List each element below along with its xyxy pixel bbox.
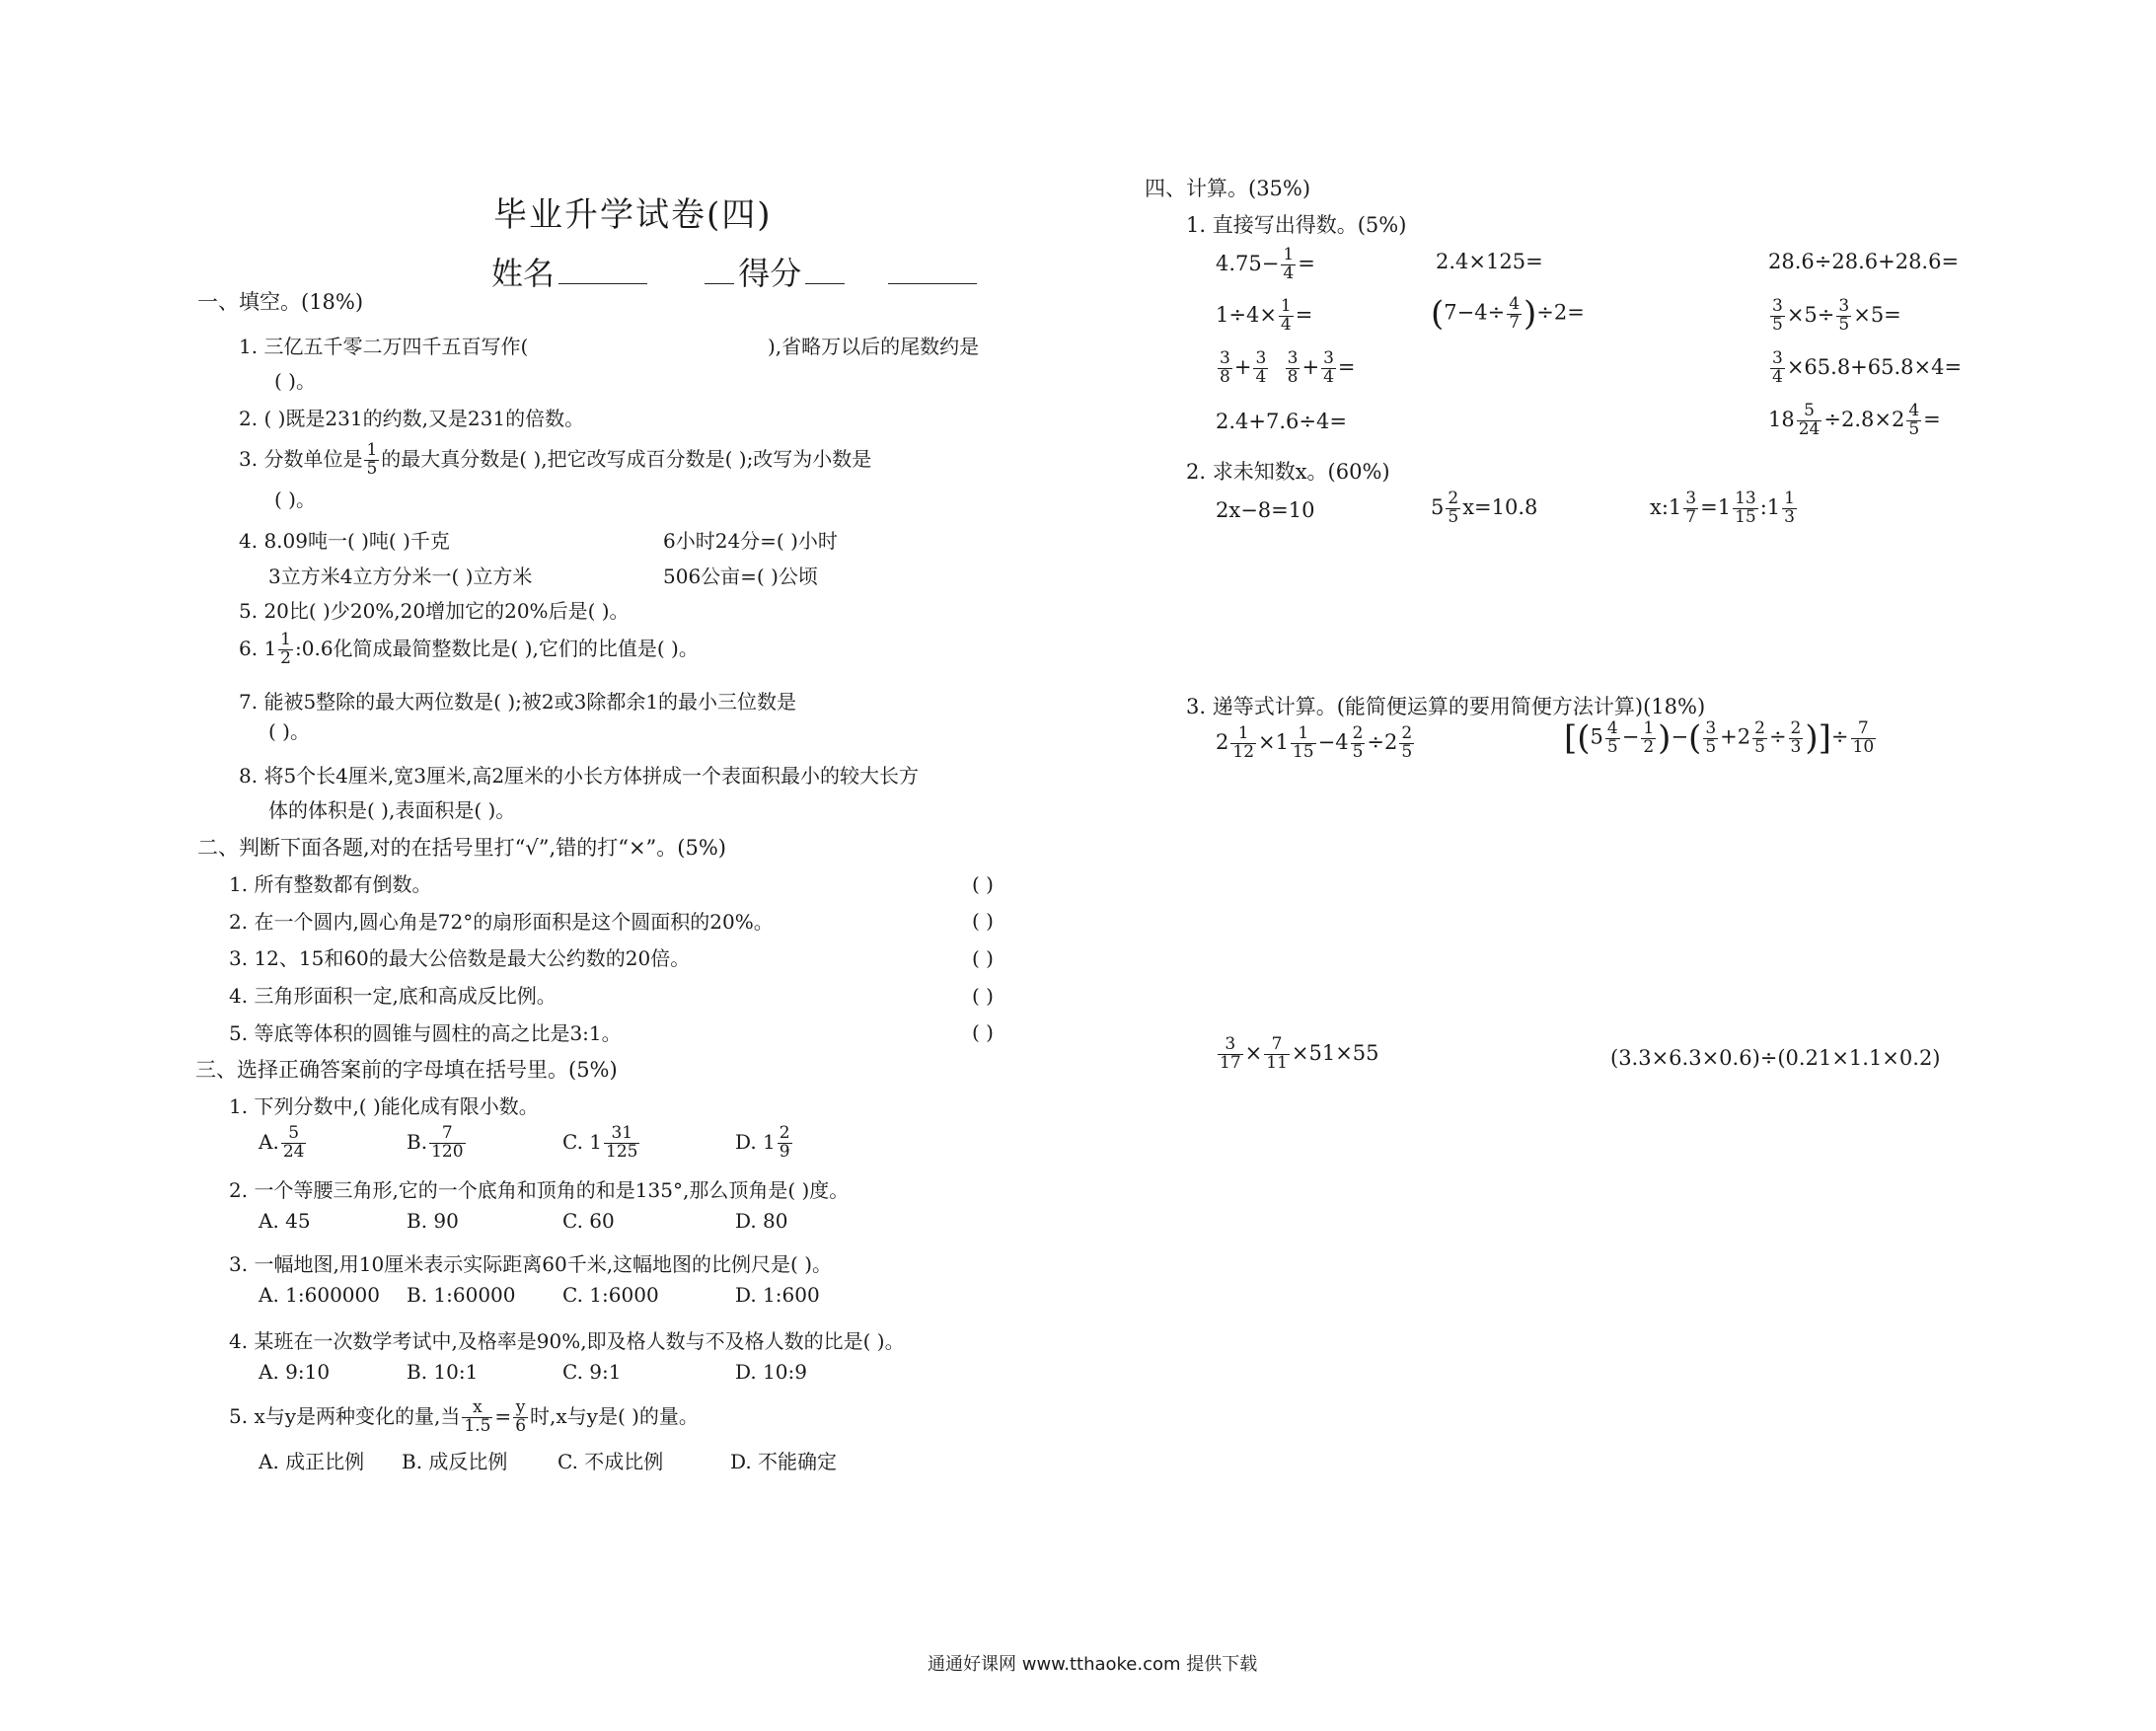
q3-line1 [239, 442, 871, 479]
step-calc-4: (3.3×6.3×0.6)÷(0.21×1.1×0.2) [1610, 1046, 1941, 1070]
section-4-heading: 四、计算。(35%) [1145, 177, 1311, 200]
expr-part: + [1233, 354, 1252, 379]
expr-part: ×65.8+65.8×4= [1786, 354, 1963, 379]
expr-fraction [1218, 350, 1232, 387]
expr-fraction [1286, 350, 1301, 387]
step-calc-2 [1564, 718, 1878, 758]
expr-part: 1÷4× [1216, 302, 1277, 327]
frac-num: 2 [1401, 723, 1413, 743]
frac-den: 6 [515, 1415, 527, 1436]
choice-4-option-b[interactable]: B. 10:1 [407, 1360, 479, 1384]
frac-den: 15 [1735, 506, 1756, 527]
expr-part: −4 [1317, 729, 1349, 754]
expr-part: x=10.8 [1462, 494, 1538, 519]
choice-1-option-c[interactable] [562, 1125, 641, 1162]
score-blank[interactable] [805, 283, 845, 284]
expr-fraction [1703, 717, 1718, 757]
calc-expr-7 [1216, 350, 1356, 387]
frac-den: 11 [1266, 1052, 1288, 1073]
expr-part: ×5÷ [1786, 302, 1835, 327]
name-label: 姓名 [491, 255, 556, 292]
q7-line2: ( )。 [268, 719, 310, 743]
frac-num: 2 [1790, 717, 1802, 738]
section-2-heading: 二、判断下面各题,对的在括号里打“√”,错的打“×”。(5%) [197, 836, 726, 860]
score-blank-2[interactable] [888, 283, 977, 284]
calc-2-heading: 2. 求未知数x。(60%) [1186, 460, 1390, 484]
left-bracket-icon: [ [1564, 718, 1578, 758]
q4-d: 506公亩=( )公顷 [663, 564, 818, 588]
expr-fraction [1782, 490, 1797, 527]
expr-fraction [1906, 403, 1921, 439]
judge-item-2: 2. 在一个圆内,圆心角是72°的扇形面积是这个圆面积的20%。 [229, 910, 774, 934]
expr-part: ×1 [1258, 729, 1289, 754]
frac-den: 8 [1220, 366, 1230, 387]
q8-line2: 体的体积是( ),表面积是( )。 [268, 798, 516, 822]
frac-num: 5 [281, 1125, 307, 1144]
choice-2-option-b[interactable]: B. 90 [407, 1209, 459, 1233]
frac-num: 3 [1838, 296, 1850, 316]
expr-part: x:1 [1650, 494, 1682, 519]
expr-part: × [1244, 1040, 1263, 1065]
frac-num: 4 [1606, 717, 1618, 738]
expr-fraction [1399, 725, 1414, 762]
expr-part: − [1621, 724, 1640, 749]
choice-3-option-a[interactable]: A. 1:600000 [259, 1283, 380, 1307]
frac-den: 24 [282, 1141, 305, 1162]
expr-fraction [1507, 293, 1522, 333]
frac-den: 12 [1232, 741, 1255, 762]
q4-b: 6小时24分=( )小时 [663, 529, 838, 553]
frac-den: 5 [1772, 314, 1783, 335]
frac-num: 3 [1287, 348, 1299, 368]
frac-den: 5 [1352, 741, 1364, 762]
frac-num: 1 [1784, 489, 1795, 508]
expr-part: 2 [1216, 729, 1229, 754]
frac-den: 17 [1220, 1052, 1241, 1073]
expr-part: 5 [1431, 494, 1445, 519]
calc-expr-6 [1768, 298, 1901, 335]
section-1-heading: 一、填空。(18%) [197, 290, 364, 314]
choice-4: 4. 某班在一次数学考试中,及格率是90%,即及格人数与不及格人数的比是( )。 [229, 1329, 905, 1353]
option-fraction [778, 1125, 792, 1162]
frac-num: 3 [1323, 348, 1334, 368]
calc-1-heading: 1. 直接写出得数。(5%) [1186, 213, 1407, 237]
expr-part: ÷ [1830, 724, 1849, 749]
choice-5-fraction-y [513, 1399, 528, 1436]
right-paren-icon: ) [1658, 718, 1672, 758]
frac-num: 3 [1255, 348, 1267, 368]
equation-2 [1431, 490, 1537, 527]
choice-5-text-a: 5. x与y是两种变化的量,当 [229, 1403, 461, 1428]
expr-part: :1 [1759, 494, 1781, 519]
frac-num: 1 [1283, 245, 1295, 264]
frac-den: 5 [366, 458, 378, 479]
frac-num: 13 [1735, 489, 1756, 508]
choice-5-text-b: 时,x与y是( )的量。 [530, 1403, 699, 1428]
judge-answer-4[interactable]: ( ) [972, 984, 994, 1008]
frac-den: 10 [1852, 736, 1875, 757]
frac-num: 1 [1280, 296, 1292, 316]
frac-den: 24 [1798, 418, 1821, 439]
expr-part: ÷2.8×2 [1823, 407, 1905, 431]
choice-5-equals: = [494, 1403, 512, 1428]
left-paren-icon: ( [1688, 718, 1702, 758]
choice-5-option-c[interactable]: C. 不成比例 [558, 1450, 664, 1473]
q2: 2. ( )既是231的约数,又是231的倍数。 [239, 407, 585, 430]
expr-fraction [1752, 717, 1767, 757]
frac-den: 8 [1287, 366, 1299, 387]
frac-num: 1 [1230, 725, 1256, 744]
expr-part: ÷2= [1536, 300, 1585, 325]
expr-part: ×51×55 [1291, 1040, 1379, 1065]
q6-fraction [278, 632, 293, 668]
q6-text-b: :0.6化简成最简整数比是( ),它们的比值是( )。 [295, 636, 699, 660]
frac-den: 4 [1255, 366, 1267, 387]
q4-a: 4. 8.09吨一( )吨( )千克 [239, 529, 450, 553]
judge-answer-2[interactable]: ( ) [972, 909, 994, 933]
section-3-heading: 三、选择正确答案前的字母填在括号里。(5%) [195, 1058, 618, 1082]
calc-expr-1 [1216, 247, 1315, 283]
frac-num: 1 [280, 630, 291, 649]
calc-expr-5 [1431, 294, 1585, 334]
judge-answer-5[interactable]: ( ) [972, 1020, 994, 1044]
frac-num: 4 [1908, 401, 1920, 420]
choice-5-fraction-x [462, 1399, 492, 1436]
option-fraction [281, 1125, 307, 1162]
frac-num: 2 [1352, 723, 1364, 743]
equation-3 [1650, 490, 1799, 527]
frac-num: 3 [1772, 296, 1783, 316]
judge-item-4: 4. 三角形面积一定,底和高成反比例。 [229, 984, 557, 1008]
left-paren-icon: ( [1431, 294, 1445, 334]
frac-num: 7 [1264, 1036, 1290, 1055]
option-letter: D. 1 [735, 1129, 776, 1154]
option-letter: A. [259, 1129, 279, 1154]
frac-den: 7 [1509, 312, 1521, 333]
frac-den: 3 [1790, 736, 1802, 757]
expr-part: − [1671, 724, 1689, 749]
frac-den: 5 [1705, 736, 1717, 757]
calc-expr-8 [1768, 350, 1962, 387]
expr-fraction [1683, 490, 1698, 527]
right-paren-icon: ) [1805, 718, 1819, 758]
choice-1-option-b[interactable] [407, 1125, 468, 1162]
expr-part: ÷ [1768, 724, 1787, 749]
judge-item-5: 5. 等底等体积的圆锥与圆柱的高之比是3:1。 [229, 1021, 622, 1045]
right-bracket-icon: ] [1818, 718, 1831, 758]
frac-num: 31 [604, 1125, 639, 1144]
calc-expr-4 [1216, 298, 1312, 335]
frac-den: 5 [1606, 736, 1618, 757]
choice-2-option-d[interactable]: D. 80 [735, 1209, 788, 1233]
frac-num: 5 [1797, 403, 1822, 421]
frac-num: 3 [1705, 717, 1717, 738]
frac-den: 2 [1643, 736, 1655, 757]
frac-num: 4 [1509, 293, 1521, 314]
frac-den: 5 [1908, 418, 1920, 439]
frac-num: 7 [429, 1125, 465, 1144]
q3-text-b: 的最大真分数是( ),把它改写成百分数是( );改写为小数是 [381, 446, 872, 471]
expr-fraction [1641, 717, 1656, 757]
score-prefix-blank[interactable] [705, 283, 734, 284]
choice-3-option-c[interactable]: C. 1:6000 [562, 1283, 659, 1307]
footer-credit: 通通好课网 www.tthaoke.com 提供下载 [928, 1654, 1258, 1675]
q7-line1: 7. 能被5整除的最大两位数是( );被2或3除都余1的最小三位数是 [239, 690, 797, 714]
q4-c: 3立方米4立方分米一( )立方米 [268, 564, 533, 588]
frac-num: 2 [1448, 489, 1459, 508]
expr-part: ×5= [1853, 302, 1901, 327]
frac-num: 1 [366, 440, 378, 460]
frac-den: 1.5 [464, 1415, 491, 1436]
option-letter: C. 1 [562, 1129, 603, 1154]
choice-4-option-c[interactable]: C. 9:1 [562, 1360, 622, 1384]
calc-expr-10 [1768, 403, 1941, 439]
expr-part: 4.75− [1216, 251, 1280, 275]
q3-fraction [364, 442, 379, 479]
frac-num: 7 [1851, 720, 1877, 739]
expr-fraction [1321, 350, 1336, 387]
calc-expr-3: 28.6÷28.6+28.6= [1768, 250, 1960, 273]
judge-item-3: 3. 12、15和60的最大公倍数是最大公约数的20倍。 [229, 946, 691, 970]
frac-den: 5 [1401, 741, 1413, 762]
expr-fraction [1291, 725, 1316, 762]
expr-part: 7−4÷ [1444, 300, 1506, 325]
choice-5-option-b[interactable]: B. 成反比例 [402, 1450, 508, 1473]
expr-fraction [1605, 717, 1620, 757]
frac-den: 5 [1754, 736, 1765, 757]
q1-line1b: ),省略万以后的尾数约是 [768, 335, 980, 358]
expr-fraction [1836, 298, 1851, 335]
choice-2-option-a[interactable]: A. 45 [259, 1209, 311, 1233]
choice-1-option-d[interactable] [735, 1125, 794, 1162]
expr-part: = [1923, 407, 1941, 431]
frac-den: 7 [1685, 506, 1697, 527]
expr-fraction [1733, 490, 1758, 527]
left-paren-icon: ( [1577, 718, 1591, 758]
expr-fraction [1264, 1036, 1290, 1073]
frac-den: 2 [280, 647, 291, 668]
choice-1-option-a[interactable] [259, 1125, 308, 1162]
q3-line2: ( )。 [274, 488, 316, 511]
q6 [239, 632, 699, 668]
frac-num: 3 [1685, 489, 1697, 508]
frac-den: 125 [606, 1141, 638, 1162]
expr-part: = [1337, 354, 1356, 379]
choice-5-option-a[interactable]: A. 成正比例 [259, 1450, 365, 1473]
frac-den: 120 [431, 1141, 464, 1162]
judge-answer-1[interactable]: ( ) [972, 872, 994, 896]
frac-num: 1 [1643, 717, 1655, 738]
frac-num: 1 [1291, 725, 1316, 744]
frac-den: 4 [1283, 263, 1295, 283]
q3-text-a: 3. 分数单位是 [239, 446, 363, 471]
calc-3-heading: 3. 递等式计算。(能简便运算的要用简便方法计算)(18%) [1186, 695, 1706, 718]
expr-part: +2 [1720, 724, 1751, 749]
step-calc-1 [1216, 725, 1416, 762]
frac-den: 3 [1784, 506, 1795, 527]
expr-fraction [1797, 403, 1822, 439]
frac-num: x [462, 1399, 492, 1418]
choice-3: 3. 一幅地图,用10厘米表示实际距离60千米,这幅地图的比例尺是( )。 [229, 1252, 833, 1276]
expr-fraction [1446, 490, 1460, 527]
name-score-line [491, 249, 977, 294]
q8-line1: 8. 将5个长4厘米,宽3厘米,高2厘米的小长方体拼成一个表面积最小的较大长方 [239, 764, 920, 788]
q5: 5. 20比( )少20%,20增加它的20%后是( )。 [239, 599, 630, 623]
judge-item-1: 1. 所有整数都有倒数。 [229, 872, 432, 896]
exam-title: 毕业升学试卷(四) [493, 195, 773, 235]
choice-1: 1. 下列分数中,( )能化成有限小数。 [229, 1094, 539, 1118]
choice-3-option-d[interactable]: D. 1:600 [735, 1283, 820, 1307]
calc-expr-9: 2.4+7.6÷4= [1216, 410, 1347, 433]
expr-part: =1 [1700, 494, 1732, 519]
choice-2: 2. 一个等腰三角形,它的一个底角和顶角的和是135°,那么顶角是( )度。 [229, 1178, 850, 1202]
judge-answer-3[interactable]: ( ) [972, 946, 994, 970]
expr-fraction [1281, 247, 1296, 283]
expr-fraction [1230, 725, 1256, 762]
equation-1: 2x−8=10 [1216, 498, 1315, 522]
frac-num: 3 [1772, 348, 1783, 368]
option-fraction [604, 1125, 639, 1162]
expr-fraction [1789, 717, 1804, 757]
frac-den: 15 [1292, 741, 1314, 762]
score-label: 得分 [738, 255, 802, 292]
calc-expr-2: 2.4×125= [1436, 250, 1543, 273]
expr-fraction [1351, 725, 1366, 762]
expr-part: 18 [1768, 407, 1795, 431]
choice-3-option-b[interactable]: B. 1:60000 [407, 1283, 516, 1307]
expr-fraction [1770, 298, 1785, 335]
frac-den: 9 [779, 1141, 790, 1162]
right-paren-icon: ) [1524, 294, 1537, 334]
expr-fraction [1279, 298, 1294, 335]
q6-text-a: 6. 1 [239, 636, 277, 660]
frac-den: 4 [1772, 366, 1783, 387]
expr-fraction [1253, 350, 1268, 387]
expr-part: = [1298, 251, 1315, 275]
frac-num: 3 [1218, 1036, 1243, 1055]
frac-num: 2 [1754, 717, 1765, 738]
choice-5 [229, 1399, 699, 1436]
choice-2-option-c[interactable]: C. 60 [562, 1209, 615, 1233]
expr-part: + [1301, 354, 1320, 379]
expr-part: ÷2 [1367, 729, 1398, 754]
expr-part: 5 [1590, 724, 1603, 749]
choice-5-option-d[interactable]: D. 不能确定 [730, 1450, 838, 1473]
frac-den: 4 [1280, 314, 1292, 335]
q1-line2: ( )。 [274, 369, 316, 393]
q1-line1a: 1. 三亿五千零二万四千五百写作( [239, 335, 529, 358]
frac-den: 5 [1448, 506, 1459, 527]
choice-4-option-a[interactable]: A. 9:10 [259, 1360, 331, 1384]
frac-den: 5 [1838, 314, 1850, 335]
frac-num: 2 [779, 1123, 790, 1143]
expr-fraction [1218, 1036, 1243, 1073]
expr-fraction [1770, 350, 1785, 387]
frac-num: 3 [1220, 348, 1230, 368]
step-calc-3 [1216, 1036, 1379, 1073]
expr-part: = [1295, 302, 1313, 327]
option-fraction [429, 1125, 465, 1162]
name-blank[interactable] [558, 283, 647, 284]
choice-4-option-d[interactable]: D. 10:9 [735, 1360, 807, 1384]
frac-den: 4 [1323, 366, 1334, 387]
frac-num: y [513, 1399, 528, 1418]
expr-fraction [1851, 717, 1877, 757]
option-letter: B. [407, 1129, 428, 1154]
